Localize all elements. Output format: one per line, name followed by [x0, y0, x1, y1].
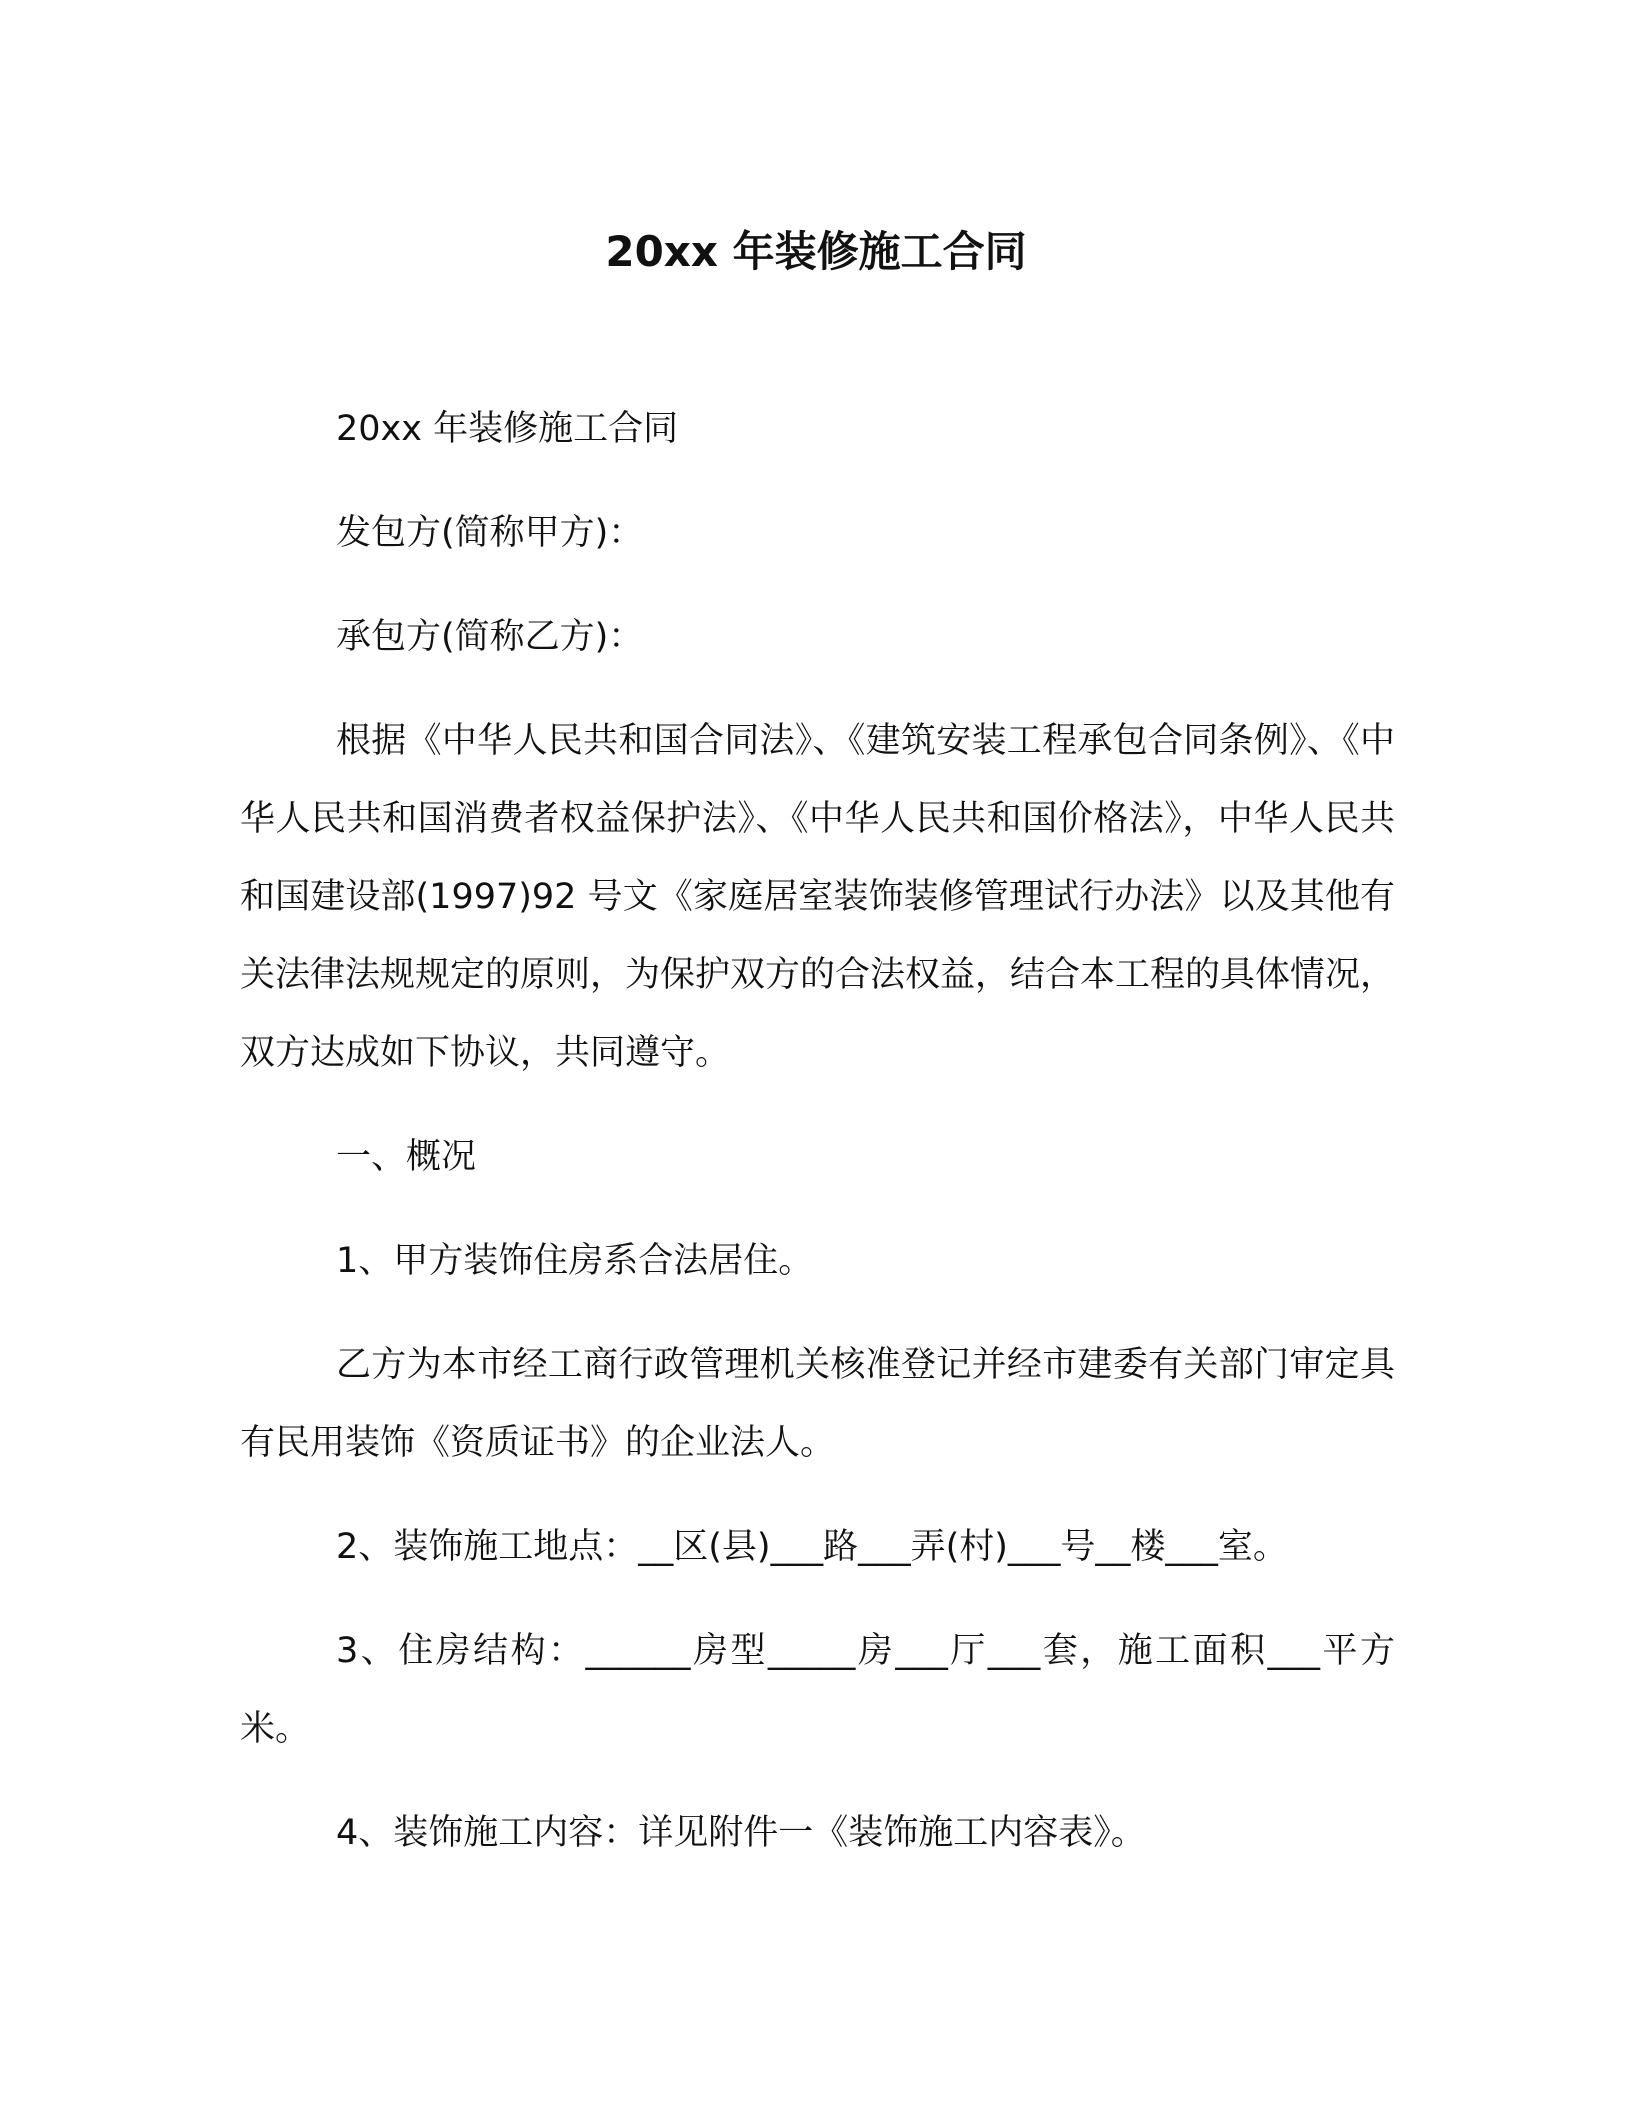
clause-1-contractor: 乙方为本市经工商行政管理机关核准登记并经市建委有关部门审定具有民用装饰《资质证书》的企业法人。: [240, 1345, 1395, 1463]
document-body: [240, 390, 1395, 1872]
document-title: 20xx 年装修施工合同: [605, 227, 1027, 276]
paragraph-subtitle: 20xx 年装修施工合同: [336, 409, 679, 449]
clause-4-content: 4、装饰施工内容：详见附件一《装饰施工内容表》。: [336, 1813, 1146, 1853]
clause-2-location: 2、装饰施工地点：__区(县)___路___弄(村)___号__楼___室。: [336, 1527, 1288, 1567]
section-heading-overview: 一、概况: [336, 1137, 477, 1177]
clause-1: 1、甲方装饰住房系合法居住。: [336, 1241, 814, 1281]
paragraph-party-a: 发包方(简称甲方)：: [336, 513, 644, 553]
paragraph-party-b: 承包方(简称乙方)：: [336, 617, 644, 657]
paragraph-legal-basis: 根据《中华人民共和国合同法》、《建筑安装工程承包合同条例》、《中华人民共和国消费者权益保护法》、《中华人民共和国价格法》，中华人民共和国建设部(1997)92 号文《家庭居室装饰装修管理试行办法》以及其他有关法律法规规定的原则，为保护双方的合法权益，结合本工程的具体情况，双方达成如下协议，共同遵守。: [240, 721, 1396, 1073]
clause-3-structure: 3、住房结构：______房型_____房___厅___套，施工面积___平方米。: [240, 1631, 1395, 1749]
